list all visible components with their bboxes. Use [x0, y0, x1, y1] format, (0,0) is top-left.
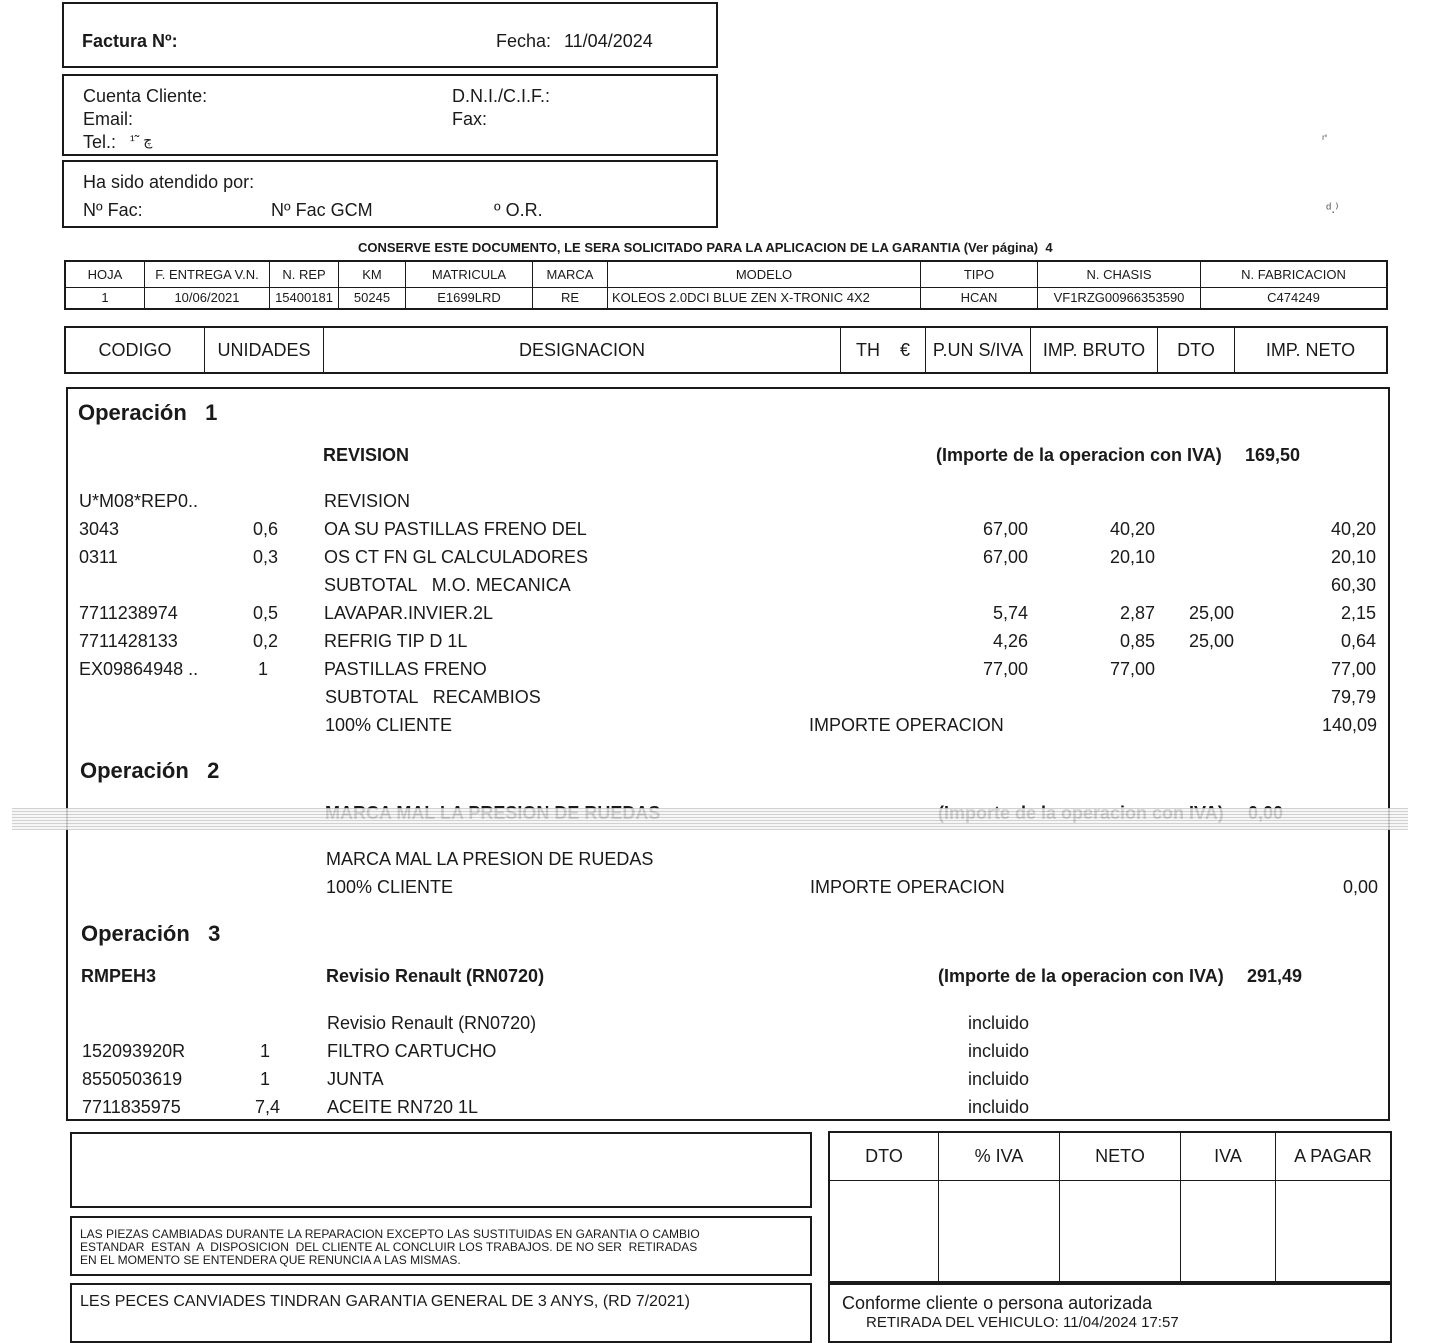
op3-title — [81, 921, 220, 947]
line-units: 0,2 — [252, 631, 278, 651]
vehicle-value-cell: E1699LRD — [406, 287, 533, 309]
vehicle-value-cell: VF1RZG00966353590 — [1038, 287, 1201, 309]
fax-label: Fax: — [452, 109, 488, 129]
vehicle-header-cell: MODELO — [608, 261, 921, 287]
line-status: incluido — [968, 1069, 1030, 1089]
line-desc: SUBTOTAL M.O. MECANICA — [324, 575, 571, 595]
attended-box — [62, 160, 718, 228]
guarantee-text: LES PECES CANVIADES TINDRAN GARANTIA GENERAL DE 3 ANYS, (RD 7/2021) — [80, 1293, 690, 1310]
line-pun: 67,00 — [982, 519, 1028, 539]
line-neto: 20,10 — [1330, 547, 1376, 567]
vehicle-header-cell: N. CHASIS — [1038, 261, 1201, 287]
invoice-number-label: Factura Nº: — [82, 31, 178, 51]
line-code: 8550503619 — [82, 1069, 183, 1089]
legal-line-2: ESTANDAR ESTAN A DISPOSICION DEL CLIENTE AL CONCLUIR LOS TRABAJOS. DE NO SER RETIRADAS — [80, 1240, 698, 1254]
columns-header-table — [64, 326, 1388, 374]
op3-number: 3 — [208, 921, 221, 946]
op3-importe-value: 291,49 — [1247, 966, 1303, 986]
op2-title — [80, 758, 219, 784]
line-desc: OS CT FN GL CALCULADORES — [324, 547, 589, 567]
line-desc: LAVAPAR.INVIER.2L — [324, 603, 494, 623]
vehicle-header-cell: TIPO — [921, 261, 1038, 287]
tel-value: چ ˜¹ — [130, 132, 153, 148]
op1-title — [78, 400, 217, 426]
op1-number: 1 — [205, 400, 218, 425]
line-pun: 5,74 — [992, 603, 1028, 623]
line-units: 7,4 — [254, 1097, 280, 1117]
line-desc: REVISION — [324, 491, 411, 511]
line-status: incluido — [968, 1041, 1030, 1061]
line-bruto: 2,87 — [1119, 603, 1155, 623]
line-units: 1 — [257, 659, 268, 679]
nfac-gcm-label: Nº Fac GCM — [271, 200, 373, 220]
retirada-text: RETIRADA DEL VEHICULO: 11/04/2024 17:57 — [866, 1314, 1179, 1331]
legal-line-3: EN EL MOMENTO SE ENTENDERA QUE RENUNCIA A LAS MISMAS. — [80, 1253, 461, 1267]
vehicle-header-cell: HOJA — [65, 261, 145, 287]
account-label: Cuenta Cliente: — [83, 86, 208, 106]
line-status: incluido — [968, 1013, 1030, 1033]
or-label: º O.R. — [494, 200, 543, 220]
line-desc: PASTILLAS FRENO — [324, 659, 487, 679]
line-code: 3043 — [79, 519, 120, 539]
line-pun: 4,26 — [992, 631, 1028, 651]
vehicle-value-row — [65, 287, 1387, 309]
line-bruto: 20,10 — [1109, 547, 1155, 567]
line-code: U*M08*REP0.. — [79, 491, 199, 511]
line-status: incluido — [968, 1097, 1030, 1117]
line-desc: OA SU PASTILLAS FRENO DEL — [324, 519, 587, 539]
invoice-header-box — [62, 2, 718, 68]
guarantee-box — [70, 1283, 812, 1343]
vehicle-header-cell: N. FABRICACION — [1201, 261, 1388, 287]
totals-value-cell — [1060, 1180, 1181, 1282]
op2-number: 2 — [207, 758, 220, 783]
line-neto: 2,15 — [1340, 603, 1376, 623]
line-units: 1 — [259, 1041, 270, 1061]
line-code: 7711428133 — [79, 631, 178, 651]
line-pun: 67,00 — [982, 547, 1028, 567]
vehicle-value-cell: KOLEOS 2.0DCI BLUE ZEN X-TRONIC 4X2 — [608, 287, 921, 309]
totals-value-cell — [829, 1180, 939, 1282]
col-pun: P.UN S/IVA — [926, 327, 1031, 373]
line-neto: 40,20 — [1330, 519, 1376, 539]
col-imp-bruto: IMP. BRUTO — [1031, 327, 1158, 373]
col-th-euro — [841, 327, 926, 373]
line-code: 0311 — [79, 547, 118, 567]
vehicle-value-cell: 10/06/2021 — [145, 287, 270, 309]
vehicle-value-cell: 50245 — [339, 287, 406, 309]
line-units: 0,3 — [252, 547, 278, 567]
guarantee-notice — [358, 240, 1053, 255]
col-th: TH — [855, 339, 880, 360]
col-codigo: CODIGO — [65, 327, 205, 373]
totals-header-cell: NETO — [1060, 1132, 1181, 1180]
totals-value-cell — [1181, 1180, 1276, 1282]
line-units: 0,6 — [252, 519, 278, 539]
op1-operation-value: 140,09 — [1321, 715, 1377, 735]
op2-operation-value: 0,00 — [1342, 877, 1378, 897]
date-value: 11/04/2024 — [564, 31, 653, 51]
scan-artifact-band — [12, 808, 1408, 830]
tel-label: Tel.: — [83, 132, 117, 152]
col-designacion: DESIGNACION — [324, 327, 841, 373]
line-pun: 77,00 — [982, 659, 1028, 679]
vehicle-header-cell: N. REP — [270, 261, 339, 287]
line-neto: 77,00 — [1330, 659, 1376, 679]
line-desc: ACEITE RN720 1L — [327, 1097, 479, 1117]
op1-name: REVISION — [323, 445, 410, 465]
op1-client-pct: 100% CLIENTE — [325, 715, 453, 735]
col-euro: € — [900, 339, 911, 360]
notice-page-ref: 4 — [1045, 240, 1053, 255]
client-box — [62, 74, 718, 156]
op1-importe-label: (Importe de la operacion con IVA) — [936, 445, 1222, 465]
line-code: 7711835975 — [82, 1097, 181, 1117]
vehicle-header-cell: MARCA — [533, 261, 608, 287]
line-bruto: 0,85 — [1119, 631, 1155, 651]
vehicle-header-row — [65, 261, 1387, 287]
scan-mark: ʳ' — [1322, 132, 1328, 146]
line-dto: 25,00 — [1188, 603, 1234, 623]
op3-code: RMPEH3 — [81, 966, 157, 986]
scan-mark: ᵈ.⁾ — [1326, 200, 1339, 216]
line-neto: 79,79 — [1330, 687, 1376, 707]
line-dto: 25,00 — [1188, 631, 1234, 651]
operations-body — [66, 387, 1390, 1121]
op2-client-pct: 100% CLIENTE — [326, 877, 454, 897]
vehicle-value-cell: 15400181 — [270, 287, 339, 309]
vehicle-header-cell: KM — [339, 261, 406, 287]
attended-label: Ha sido atendido por: — [83, 172, 255, 192]
vehicle-header-cell: F. ENTREGA V.N. — [145, 261, 270, 287]
op3-name: Revisio Renault (RN0720) — [326, 966, 545, 986]
vehicle-value-cell: C474249 — [1201, 287, 1388, 309]
line-bruto: 77,00 — [1109, 659, 1155, 679]
notice-text: CONSERVE ESTE DOCUMENTO, LE SERA SOLICITADO PARA LA APLICACION DE LA GARANTIA (Ver página) — [358, 240, 1039, 255]
op3-importe-label: (Importe de la operacion con IVA) — [938, 966, 1224, 986]
line-desc: Revisio Renault (RN0720) — [327, 1013, 537, 1033]
columns-header-row — [65, 327, 1387, 373]
totals-header-cell: % IVA — [939, 1132, 1060, 1180]
op1-importe-value: 169,50 — [1245, 445, 1301, 465]
signature-box — [828, 1283, 1392, 1343]
line-units: 1 — [259, 1069, 270, 1089]
col-dto: DTO — [1158, 327, 1235, 373]
line-units: 0,5 — [252, 603, 278, 623]
dni-label: D.N.I./C.I.F.: — [452, 86, 551, 106]
notes-box — [70, 1132, 812, 1208]
op2-operation-label: IMPORTE OPERACION — [810, 877, 1005, 897]
legal-notice-box — [70, 1216, 812, 1276]
email-label: Email: — [83, 109, 134, 129]
line-bruto: 40,20 — [1109, 519, 1155, 539]
line-desc: JUNTA — [327, 1069, 384, 1089]
col-unidades: UNIDADES — [205, 327, 324, 373]
op1-title-text: Operación — [78, 400, 187, 425]
line-neto: 60,30 — [1330, 575, 1376, 595]
vehicle-header-cell: MATRICULA — [406, 261, 533, 287]
totals-value-cell — [939, 1180, 1060, 1282]
totals-value-row — [829, 1180, 1391, 1282]
totals-table — [828, 1131, 1392, 1283]
op2-line-desc: MARCA MAL LA PRESION DE RUEDAS — [326, 849, 654, 869]
date-label: Fecha: — [496, 31, 552, 51]
totals-value-cell — [1276, 1180, 1392, 1282]
line-desc: REFRIG TIP D 1L — [324, 631, 468, 651]
op3-title-text: Operación — [81, 921, 190, 946]
totals-header-cell: A PAGAR — [1276, 1132, 1392, 1180]
op1-operation-label: IMPORTE OPERACION — [809, 715, 1004, 735]
nfac-label: Nº Fac: — [83, 200, 143, 220]
vehicle-value-cell: 1 — [65, 287, 145, 309]
line-code: 7711238974 — [79, 603, 178, 623]
totals-header-row — [829, 1132, 1391, 1180]
line-desc: SUBTOTAL RECAMBIOS — [325, 687, 541, 707]
line-neto: 0,64 — [1340, 631, 1376, 651]
legal-line-1: LAS PIEZAS CAMBIADAS DURANTE LA REPARACION EXCEPTO LAS SUSTITUIDAS EN GARANTIA O CAMBIO — [80, 1227, 700, 1241]
conforme-text: Conforme cliente o persona autorizada — [842, 1293, 1153, 1313]
line-code: 152093920R — [82, 1041, 186, 1061]
totals-header-cell: IVA — [1181, 1132, 1276, 1180]
line-desc: FILTRO CARTUCHO — [327, 1041, 497, 1061]
line-code: EX09864948 .. — [79, 659, 199, 679]
op2-title-text: Operación — [80, 758, 189, 783]
totals-header-cell: DTO — [829, 1132, 939, 1180]
vehicle-value-cell: RE — [533, 287, 608, 309]
vehicle-value-cell: HCAN — [921, 287, 1038, 309]
col-imp-neto: IMP. NETO — [1235, 327, 1388, 373]
vehicle-table — [64, 260, 1388, 310]
